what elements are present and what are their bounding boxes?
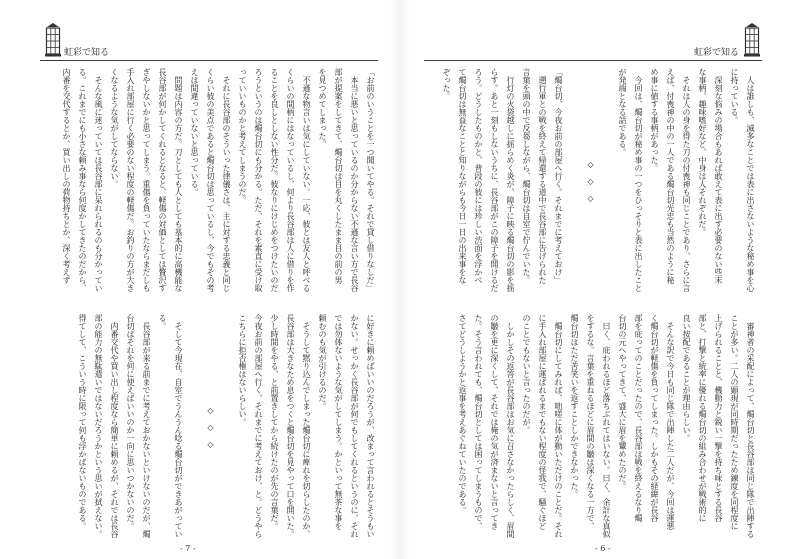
text-column: ぎやしないかと思ってしまう。重傷を負っていたならまだしも	[142, 68, 151, 292]
text-column: 部を庇ってのことだったので、長谷部は戦を終えるなり燭	[634, 314, 643, 522]
text-column: それは人の身を得た刀の付喪神も同じことであり、さらに言	[682, 68, 691, 292]
text-column: 今回は、燭台切が秘め事の一つをひっそりと表に出したこと	[634, 68, 643, 292]
text-column: ことが多い。二人の顕現が同時期だったため錬度を同程度に	[730, 314, 739, 530]
text-column: 本当に悪いと思っているのか分からない不遜な言い方で長谷	[350, 68, 359, 292]
text-column: っていいものかと考えてしまうのだ。	[238, 68, 247, 204]
text-column: 良い按配であることが理由らしい。	[682, 314, 691, 442]
text-column: た。そう言われても、燭台切としては困ってしまうもので、	[474, 314, 483, 530]
text-column: えば、付喪神の中の一人である燭台切光忠も当然のように秘	[666, 68, 675, 284]
text-column: 今夜お前の部屋へ行く、それまでに考えておけ、と。どうやら	[254, 314, 263, 538]
text-column: 「燭台切、今夜お前の部屋へ行く。それまでに考えておけ」	[554, 68, 563, 284]
text-column: しかしその返答が長谷部はお気に召さなかったらしく、眉間	[506, 314, 515, 538]
text-column: こちらに拒否権はないらしい。	[238, 314, 247, 426]
text-column: ることを良しとしない性分だ。彼なりにけじめをつけたいのだ	[270, 68, 279, 292]
text-column: 燭台切にしてみれば、咄嗟に体が動いただけのことだ。それ	[554, 314, 563, 538]
text-group	[58, 68, 378, 294]
text-column: 「お前のいうことを一つ聞いてやる。それで貸し借りなしだ」	[366, 68, 375, 292]
text-column: のことでもないと言ったのだが。	[522, 314, 531, 434]
text-column: えは間違っていないと思っている。	[190, 68, 199, 196]
right-page-lower-tier	[454, 314, 758, 540]
text-column: ぞった。	[442, 68, 451, 100]
text-group	[614, 68, 758, 294]
text-column: 燭台切はただ苦笑いを返すことしかできなかった。	[570, 314, 579, 498]
text-column: 遡行軍との戦を終えて帰還する道中で長谷部に告げられた	[538, 68, 547, 284]
text-column: 部と、打撃と統率に優れる燭台切の組み合わせが戦術的に	[698, 314, 707, 522]
text-column: かない。せっかく長谷部が何でもしてくれるというのに、それ	[350, 314, 359, 538]
text-column: 審神者の采配によって、燭台切と長谷部は同じ隊で出陣する	[746, 314, 755, 538]
text-column: を見つめてしまった。	[318, 68, 327, 148]
lantern-icon	[743, 22, 761, 58]
text-column: て燭台切は無益なことと知りながらも今日一日の出来事をな	[458, 68, 467, 284]
text-column: くらい彼の美点であると燭台切は思っているし、今でもその考	[206, 68, 215, 292]
scene-break: ◇ ◇ ◇	[586, 160, 595, 203]
left-page-lower-tier	[74, 314, 378, 540]
text-column: そうして黙り込んでしまった燭台切に痺れを切らしたのか、	[302, 314, 311, 538]
text-column: 部が提案をしてきて、燭台切は目を丸くしたまま目の前の男	[334, 68, 343, 284]
text-column: 長谷部が何かしてくれるとなると、軽傷の対価としては贅沢す	[158, 68, 167, 292]
text-column: そんな風に迷っていては長谷部に呆れられるのも分かってい	[94, 68, 103, 292]
text-column: 言葉を頭の中で反芻しながら、燭台切は自室で佇んでいた。	[522, 68, 531, 284]
header-rule-right	[424, 60, 762, 61]
text-column: 部の能力の無駄遣いではないだろうかという思いが拭えない。	[94, 314, 103, 538]
text-column: そして今現在、自室でうんうん唸る燭台切ができあがってい	[174, 314, 183, 538]
text-column: ろうというのは燭台切にも分かる。ただ、それを素直に受け取	[254, 68, 263, 292]
text-column: ろう。どうしたものかと、普段の彼には珍しい渋面を浮かべ	[474, 68, 483, 284]
text-column: が発端となる話である。	[618, 68, 627, 156]
text-column: くなるような気がしてならない。	[110, 68, 119, 188]
text-column: 台切はそれを何に使えばいいのか一向に思いつかないのだ。	[126, 314, 135, 530]
text-column: 不遜な物言いは気にしていない。一応、彼とは友人と呼べる	[302, 68, 311, 292]
text-column: く燭台切が軽傷を負ってしまった。しかもその経緯が長谷	[650, 314, 659, 522]
text-column: 少し時間をやる、と前置きしてから続けたのが先の言葉だ。	[270, 314, 279, 530]
lantern-icon	[44, 22, 62, 58]
text-column: 問題は内容の方だ。刀としても人としても基本的に高機能な	[174, 68, 183, 292]
running-title-left: 虹彩で知る	[64, 48, 110, 58]
scene-break: ◇ ◇ ◇	[206, 406, 215, 449]
text-column: 手入れ部屋に行く必要のない程度の軽傷だ。お釣りの方が大き	[126, 68, 135, 292]
right-page-upper-tier	[438, 68, 758, 294]
page-number-right: - 6 -	[595, 544, 611, 553]
text-column: 内番交代や買い出し程度なら簡単に頼めるが、それでは長谷	[110, 314, 119, 538]
text-column: に持っている。	[730, 68, 739, 124]
text-column: をするな。言葉を重ねるほどに眉間の皺は深くなる一方で、	[586, 314, 595, 530]
text-column: 長谷部は大きなため息をつくと燭台切を見やって口を開いた。	[286, 314, 295, 538]
text-column: に好きに頼めばいいのだろうが、改まって言われるとそうもい	[366, 314, 375, 538]
header-rule-left	[40, 60, 378, 61]
text-column: 人は誰しも、滅多なことでは表に出さないような秘め事を心	[746, 68, 755, 292]
text-column: 行灯の火袋越しに揺らめく炎が、障子に映る燭台切の影を揺	[506, 68, 515, 292]
text-column: では勿体ないような気がしてしまう。かといって無茶な事を	[334, 314, 343, 530]
text-group	[234, 314, 378, 540]
text-column: 上げられることと、機動力と鋭い一撃を持ち味とする長谷	[714, 314, 723, 522]
page-gutter	[390, 0, 410, 559]
text-column: に手入れ部屋に運ばれるまでもない程度の怪我で、騒ぐほど	[538, 314, 547, 530]
page-number-left: - 7 -	[180, 544, 196, 553]
text-column: 曰く、庇われるほど落ちぶれてはいない。曰く、余計な真似	[602, 314, 611, 538]
running-title-right: 虹彩で知る	[694, 48, 740, 58]
text-column: それに長谷部のそういった律儀さは、主に対する忠義と同じ	[222, 68, 231, 292]
text-group	[454, 314, 758, 540]
text-column: の皺を更に深くして、それでは俺の気が済まないと言ってき	[490, 314, 499, 530]
text-column: くらいの間柄にはなっているし、何より長谷部は人に借りを作	[286, 68, 295, 292]
text-group	[438, 68, 566, 294]
text-column: な事柄、趣味嗜好など、中身は人それぞれだ。	[698, 68, 707, 236]
left-page-upper-tier	[58, 68, 378, 294]
text-column: 深刻な悩みの場合もあれば敢えて表に出す必要のない些末	[714, 68, 723, 284]
text-column: らす。あと一刻もしないうちに、長谷部がこの障子を開けるだ	[490, 68, 499, 292]
text-column: 台切の元へやってきて、盛大に眉を顰めたのだ。	[618, 314, 627, 490]
text-column: め事に値する事柄があった。	[650, 68, 659, 172]
text-column: 長谷部が来る前までに考えておかないといけないのだが、燭	[142, 314, 151, 538]
text-column: 内番を交代するとか、買い出しの荷物持ちとか、深く考えず	[62, 68, 71, 284]
text-group	[74, 314, 186, 540]
text-column: さてどうしようかと返事を考えあぐねていたのである。	[458, 314, 467, 514]
text-column: 得てして、こういう時に限って何も浮かばないものである。	[78, 314, 87, 530]
text-column: る。これまでにも小さな頼み事なら何度かしてきたのだから、	[78, 68, 87, 292]
text-column: そんな訳で今日も同じ隊で出陣した二人だが、今回は運悪	[666, 314, 675, 530]
text-column: 頼むのも気が引けるのだ。	[318, 314, 327, 410]
text-column: る。	[158, 314, 167, 330]
